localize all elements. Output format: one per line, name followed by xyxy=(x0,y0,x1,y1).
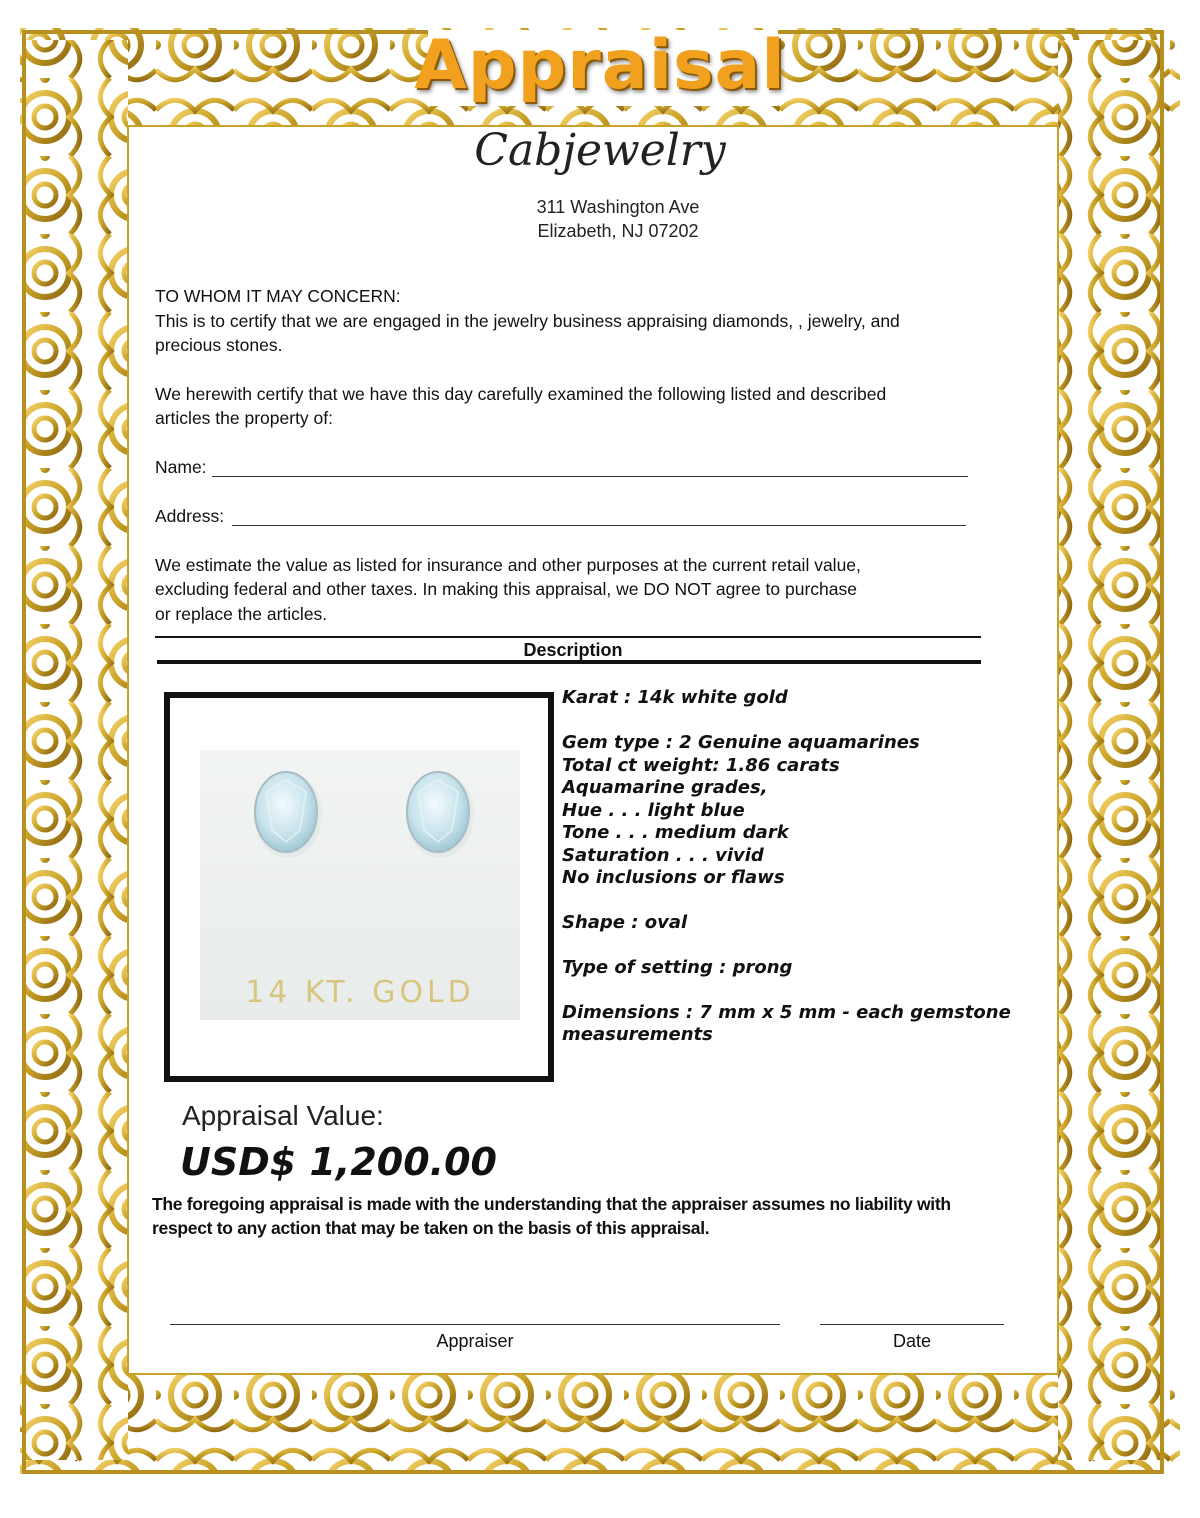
name-field-line[interactable] xyxy=(212,476,968,477)
date-label: Date xyxy=(892,1331,932,1351)
spec-karat: Karat : 14k white gold xyxy=(562,687,788,708)
spec-inclusions: No inclusions or flaws xyxy=(562,867,785,888)
brand-name: Cabjewelry xyxy=(474,125,726,176)
photo-gold-label: 14 KT. GOLD xyxy=(245,975,475,1010)
left-aquamarine xyxy=(255,772,317,852)
herewith-line-2: articles the property of: xyxy=(155,408,333,428)
right-aquamarine xyxy=(407,772,469,852)
spec-grades: Aquamarine grades, xyxy=(562,777,768,798)
estimate-line-3: or replace the articles. xyxy=(155,604,328,624)
name-label: Name: xyxy=(155,457,207,477)
spec-dimensions-line-1: Dimensions : 7 mm x 5 mm - each gemstone xyxy=(562,1002,1011,1023)
appraiser-label: Appraiser xyxy=(436,1331,514,1351)
disclaimer-line-1: The foregoing appraisal is made with the understanding that the appraiser assumes no liability with xyxy=(152,1194,951,1214)
certify-line-2: precious stones. xyxy=(155,335,283,355)
herewith-line-1: We herewith certify that we have this day carefully examined the following listed and described xyxy=(155,384,887,404)
description-rule-top xyxy=(155,636,981,638)
estimate-line-2: excluding federal and other taxes. In making this appraisal, we DO NOT agree to purchase xyxy=(155,579,857,599)
spec-setting: Type of setting : prong xyxy=(562,957,793,978)
disclaimer-line-2: respect to any action that may be taken on the basis of this appraisal. xyxy=(152,1218,710,1238)
spec-shape: Shape : oval xyxy=(562,912,688,933)
date-signature-line[interactable] xyxy=(820,1324,1004,1325)
address-label: Address: xyxy=(155,506,225,526)
appraiser-signature-line[interactable] xyxy=(170,1324,780,1325)
appraisal-value-label: Appraisal Value: xyxy=(182,1100,384,1131)
page-title: Appraisal xyxy=(414,26,786,105)
salutation: TO WHOM IT MAY CONCERN: xyxy=(155,286,401,306)
certify-line-1: This is to certify that we are engaged in the jewelry business appraising diamonds, , jewelry, and xyxy=(155,311,900,331)
estimate-line-1: We estimate the value as listed for insurance and other purposes at the current retail value, xyxy=(155,555,861,575)
description-title: Description xyxy=(523,640,623,660)
spec-gem-type: Gem type : 2 Genuine aquamarines xyxy=(562,732,920,753)
address-field-line[interactable] xyxy=(232,525,966,526)
spec-dimensions-line-2: measurements xyxy=(562,1024,713,1045)
spec-hue: Hue . . . light blue xyxy=(562,800,745,821)
spec-saturation: Saturation . . . vivid xyxy=(562,845,764,866)
spec-tone: Tone . . . medium dark xyxy=(562,822,789,843)
spec-total-weight: Total ct weight: 1.86 carats xyxy=(562,755,840,776)
appraisal-value: USD$ 1,200.00 xyxy=(180,1140,497,1184)
address-line-1: 311 Washington Ave xyxy=(536,197,700,217)
address-line-2: Elizabeth, NJ 07202 xyxy=(537,221,699,241)
description-rule-bottom xyxy=(157,660,981,664)
